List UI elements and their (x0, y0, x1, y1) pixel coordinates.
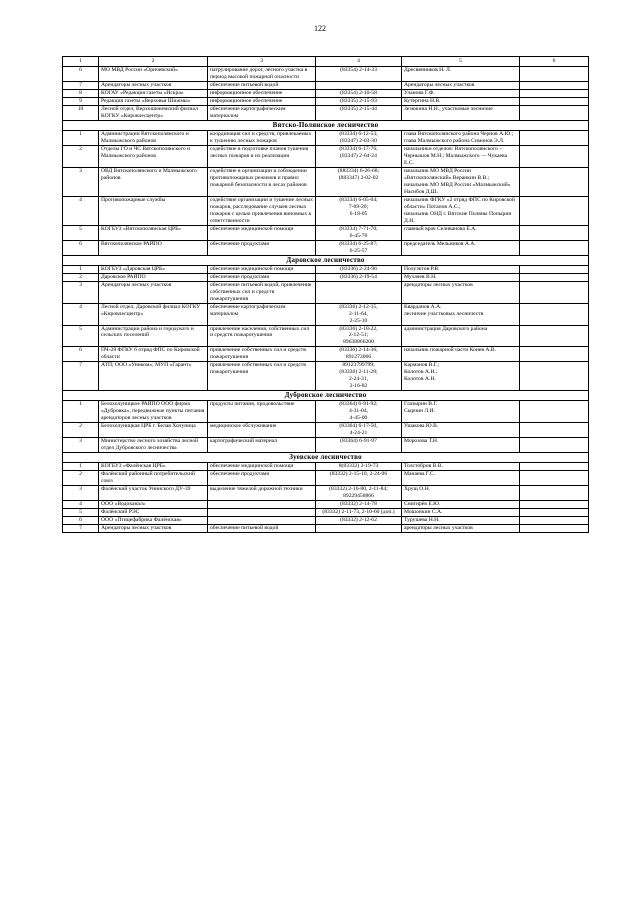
organization-cell: КОГБУЗ «Вятскополянская ЦРБ» (99, 225, 208, 240)
contact-person-cell: Дресвянников Н. Л. (402, 67, 520, 82)
function-cell: координация сил и средств, привлекаемых к тушению лесных пожаров (208, 130, 316, 145)
contact-person-cell: Кутергина Н.В. (402, 97, 520, 105)
phone-cell: (83334) 6-12-53; (83347) 2-03-30 (316, 130, 402, 145)
phone-cell: (83364) 6-91-92; 4-31-04, 4-45-00 (316, 401, 402, 423)
phone-cell: (83336) 2-12-15, 2-11-64, 2-25-10 (316, 303, 402, 325)
contact-person-cell: Мухачев В.Н. (402, 273, 520, 281)
table-body (63, 57, 589, 533)
row-number-cell: 2 (63, 273, 99, 281)
organization-cell: ООО «Птицефабрика Фалёнская» (99, 517, 208, 525)
row-number-cell: 5 (63, 509, 99, 517)
section-header-row (63, 255, 589, 265)
function-cell: продукты питания, продовольствие (208, 401, 316, 423)
notes-cell (520, 362, 589, 391)
function-cell: обеспечение продуктами (208, 240, 316, 255)
phone-cell: (83332) 2-11-73, 2-10-60 (доп.) (316, 509, 402, 517)
function-cell: содействие организации и тушение лесных пожаров, расследование случаев лесных пожаров с целью привлечения виновных к ответственности (208, 196, 316, 225)
header-row (63, 57, 589, 67)
function-cell: содействие в подготовке планов тушения лесных пожаров и их реализации (208, 145, 316, 167)
contact-person-cell: Мошонкин С.А. (402, 509, 520, 517)
contact-person-cell: начальник пожарной части Конев А.В. (402, 347, 520, 362)
row-number-cell: 2 (63, 423, 99, 438)
column-header: 3 (208, 57, 316, 67)
table-row (63, 438, 589, 453)
organization-cell: КОГБУЗ «Фалёнская ЦРБ» (99, 463, 208, 471)
section-title: Даровское лесничество (63, 255, 589, 265)
organization-cell: ООО «Водоканал» (99, 501, 208, 509)
contact-person-cell: начальник МО МВД России «Вятскополянский» Веранкин В.В.; начальник МО МВД России «Малмыжский» Насибов Д.Ш. (402, 167, 520, 196)
notes-cell (520, 273, 589, 281)
organization-cell: Лесной отдел, Верхошижемский филиал КОГКУ «Кировлесцентр» (99, 105, 208, 120)
row-number-cell: 10 (63, 105, 99, 120)
row-number-cell: 6 (63, 240, 99, 255)
table-row (63, 196, 589, 225)
row-number-cell: 6 (63, 517, 99, 525)
row-number-cell: 3 (63, 167, 99, 196)
organization-cell: МО МВД России «Оричевский» (99, 67, 208, 82)
function-cell: обеспечение медицинской помощи (208, 265, 316, 273)
contacts-table (62, 56, 589, 533)
function-cell: медицинское обслуживание (208, 423, 316, 438)
function-cell: привлечение собственных сил и средств пожаротушения (208, 347, 316, 362)
contact-person-cell: Ушакова Ю.В. (402, 423, 520, 438)
function-cell: обеспечение медицинской помощи (208, 225, 316, 240)
contact-person-cell: глава Вятскополянского района Чернов А.Ю.; глава Малмыжского района Симонов Э.Л. (402, 130, 520, 145)
organization-cell: Белохолуницкая ЦРБ г. Белая Холуница (99, 423, 208, 438)
table-row (63, 145, 589, 167)
row-number-cell: 7 (63, 525, 99, 533)
organization-cell: Администрации района и городского и сельских поселений (99, 325, 208, 347)
row-number-cell: 7 (63, 81, 99, 89)
notes-cell (520, 225, 589, 240)
row-number-cell: 3 (63, 486, 99, 501)
table-row (63, 509, 589, 517)
page-number: 122 (314, 24, 326, 33)
function-cell: обеспечение картографическим материалом (208, 303, 316, 325)
table-row (63, 463, 589, 471)
table-row (63, 265, 589, 273)
notes-cell (520, 240, 589, 255)
phone-cell: (83336) 2-18-22, 2-12-51; 89638866200 (316, 325, 402, 347)
notes-cell (520, 471, 589, 486)
table-row (63, 225, 589, 240)
row-number-cell: 4 (63, 501, 99, 509)
function-cell: картографический материал (208, 438, 316, 453)
phone-cell (316, 281, 402, 303)
organization-cell: Министерство лесного хозяйства лесной отдел Дубровского лесничества (99, 438, 208, 453)
function-cell: обеспечение продуктами (208, 471, 316, 486)
table-row (63, 105, 589, 120)
section-title: Дубровское лесничество (63, 391, 589, 401)
notes-cell (520, 105, 589, 120)
section-header-row (63, 391, 589, 401)
phone-cell: 8(83332) 2-19-73 (316, 463, 402, 471)
function-cell: обеспечение питьевой водой (208, 525, 316, 533)
section-title: Зуевское лесничество (63, 453, 589, 463)
organization-cell: Противопожарные службы (99, 196, 208, 225)
table-row (63, 167, 589, 196)
column-header: 6 (520, 57, 589, 67)
function-cell: обеспечение питьевой водой (208, 81, 316, 89)
function-cell: обеспечение продуктами (208, 273, 316, 281)
function-cell: информационное обеспечение (208, 89, 316, 97)
organization-cell: ОВД Вятскополянского и Малмыжского районов (99, 167, 208, 196)
function-cell: информационное обеспечение (208, 97, 316, 105)
table-row (63, 81, 589, 89)
organization-cell: Арендаторы лесных участков (99, 281, 208, 303)
contact-person-cell: Манаева Г.С. (402, 471, 520, 486)
contact-person-cell: Снигирёв Е.Ю. (402, 501, 520, 509)
table-row (63, 281, 589, 303)
section-title: Вятско-Полянское лесничество (63, 120, 589, 130)
contact-person-cell: Полуэктов Р.В. (402, 265, 520, 273)
notes-cell (520, 281, 589, 303)
contact-person-cell: Хрущ О.Н. (402, 486, 520, 501)
notes-cell (520, 438, 589, 453)
phone-cell: (83336) 2-14-36; 891273066 (316, 347, 402, 362)
organization-cell: Фалёнский участок Унинского ДУ-39 (99, 486, 208, 501)
row-number-cell: 4 (63, 303, 99, 325)
function-cell (208, 517, 316, 525)
function-cell (208, 501, 316, 509)
table-row (63, 325, 589, 347)
function-cell: обеспечение питьевой водой, привлечение собственных сил и средств пожаротушения (208, 281, 316, 303)
phone-cell: (83364) 6-17-50, 4-24-21 (316, 423, 402, 438)
notes-cell (520, 130, 589, 145)
organization-cell: Арендаторы лесных участков (99, 525, 208, 533)
row-number-cell: 1 (63, 463, 99, 471)
notes-cell (520, 486, 589, 501)
phone-cell: (83334) 6-17-76; (83347) 2-04-24 (316, 145, 402, 167)
phone-cell: (83332) 2-15-10, 2-24-96 (316, 471, 402, 486)
phone-cell: (83334) 7-71-70; 6-45-76 (316, 225, 402, 240)
row-number-cell: 2 (63, 145, 99, 167)
notes-cell (520, 347, 589, 362)
row-number-cell: 9 (63, 97, 99, 105)
column-header: 2 (99, 57, 208, 67)
phone-cell: (83335) 2-15-93 (316, 97, 402, 105)
row-number-cell: 1 (63, 265, 99, 273)
row-number-cell: 5 (63, 325, 99, 347)
contact-person-cell: начальники отделов: Вятскополянского – Чернышов М.Н.; Малмыжского — Чукаева Е.С. (402, 145, 520, 167)
organization-cell: Отделы ГО и ЧС Вятскополянского и Малмыжского районов (99, 145, 208, 167)
organization-cell: Фалёнский районный потребительский союз (99, 471, 208, 486)
function-cell: патрулирование дорог, лесного участка в период высокой пожарной опасности (208, 67, 316, 82)
function-cell: выделение тяжелой дорожной техники (208, 486, 316, 501)
table-row (63, 501, 589, 509)
contact-person-cell: администрация Даровского района (402, 325, 520, 347)
organization-cell: АТП; ООО «Уником»; МУП «Гарант» (99, 362, 208, 391)
organization-cell: Даровское РАЙПО (99, 273, 208, 281)
notes-cell (520, 401, 589, 423)
table-row (63, 525, 589, 533)
notes-cell (520, 463, 589, 471)
column-header: 1 (63, 57, 99, 67)
function-cell: привлечение собственных сил и средств пожаротушения (208, 362, 316, 391)
organization-cell: Фалёнский РЭС (99, 509, 208, 517)
organization-cell: Администрации Вятскополянского и Малмыжского районов (99, 130, 208, 145)
notes-cell (520, 325, 589, 347)
organization-cell: Арендаторы лесных участков (99, 81, 208, 89)
row-number-cell: 3 (63, 281, 99, 303)
row-number-cell: 2 (63, 471, 99, 486)
contact-person-cell: Уланова Г.Ф. (402, 89, 520, 97)
organization-cell: Белохолуницкое РАЙПО ООО фирма «Дубровка», передвижные пункты питания арендаторов лесных участков (99, 401, 208, 423)
row-number-cell: 7 (63, 362, 99, 391)
organization-cell: ПЧ-28 ФГКУ 6 отряд ФПС по Кировской области (99, 347, 208, 362)
phone-cell: (83334) 6-05-04; 7-09-20; 6-18-05 (316, 196, 402, 225)
row-number-cell: 5 (63, 225, 99, 240)
phone-cell: (83336) 2-19-54 (316, 273, 402, 281)
row-number-cell: 1 (63, 401, 99, 423)
table-row (63, 303, 589, 325)
function-cell (208, 509, 316, 517)
section-header-row (63, 120, 589, 130)
organization-cell: Вятскополянское РАЙПО (99, 240, 208, 255)
notes-cell (520, 501, 589, 509)
contact-person-cell: Морозова Т.Н. (402, 438, 520, 453)
organization-cell: КОГАУ «Редакция газеты «Искра» (99, 89, 208, 97)
notes-cell (520, 145, 589, 167)
row-number-cell: 4 (63, 196, 99, 225)
table-row (63, 67, 589, 82)
contact-person-cell: Толстобров В.В. (402, 463, 520, 471)
table-row (63, 97, 589, 105)
phone-cell: (83364) 6-91-97 (316, 438, 402, 453)
table-row (63, 401, 589, 423)
row-number-cell: 6 (63, 347, 99, 362)
notes-cell (520, 525, 589, 533)
section-header-row (63, 453, 589, 463)
table-row (63, 471, 589, 486)
column-header: 5 (402, 57, 520, 67)
table-row (63, 240, 589, 255)
phone-cell: (83332) 2-14-78 (316, 501, 402, 509)
notes-cell (520, 196, 589, 225)
phone-cell: (83334) 6-25-87; 6-25-57 (316, 240, 402, 255)
contact-person-cell: Кварданов А.А. лесничие участковых лесничеств (402, 303, 520, 325)
row-number-cell: 1 (63, 130, 99, 145)
row-number-cell: 8 (63, 89, 99, 97)
contact-person-cell: Глазырин В.Г. Сырчин Л.И. (402, 401, 520, 423)
notes-cell (520, 89, 589, 97)
contact-person-cell: Зезюкина Н.Н., участковые лесничие (402, 105, 520, 120)
contact-person-cell: председатель Мельников А.А. (402, 240, 520, 255)
notes-cell (520, 423, 589, 438)
notes-cell (520, 67, 589, 82)
organization-cell: Лесной отдел, Даровской филиал КОГКУ «Кировлесцентр» (99, 303, 208, 325)
notes-cell (520, 81, 589, 89)
notes-cell (520, 509, 589, 517)
notes-cell (520, 167, 589, 196)
table-row (63, 517, 589, 525)
function-cell: содействие в организации и соблюдении противопожарных режимов и правил пожарной безопасности в лесах районов (208, 167, 316, 196)
row-number-cell: 3 (63, 438, 99, 453)
notes-cell (520, 265, 589, 273)
table-row (63, 347, 589, 362)
notes-cell (520, 517, 589, 525)
table-row (63, 89, 589, 97)
contact-person-cell: Арендаторы лесных участков (402, 81, 520, 89)
contact-person-cell: арендаторы лесных участков (402, 525, 520, 533)
phone-cell: (83332) 2-16-80, 2-11-84; 89229458866 (316, 486, 402, 501)
phone-cell (316, 81, 402, 89)
contact-person-cell: начальник ФГКУ «2 отряд ФПС по Кировской области» Потапов А.С.; начальник ОНД г. Вятские Поляны Попырин Д.Н. (402, 196, 520, 225)
column-header: 4 (316, 57, 402, 67)
notes-cell (520, 303, 589, 325)
table-row (63, 423, 589, 438)
phone-cell: (83332) 2-12-62 (316, 517, 402, 525)
table-row (63, 273, 589, 281)
row-number-cell: 6 (63, 67, 99, 82)
function-cell: обеспечение картографическим материалом (208, 105, 316, 120)
contact-person-cell: главный врач Селиванова Е.А. (402, 225, 520, 240)
organization-cell: КОГБУЗ «Даровская ЦРБ» (99, 265, 208, 273)
phone-cell: (883334) 6-26-68; (883347) 2-02-02 (316, 167, 402, 196)
phone-cell: 89123799799; (83336) 2-11-28; 2-24-31, 2-16-82 (316, 362, 402, 391)
organization-cell: Редакция газеты «Верховья Шижмы» (99, 97, 208, 105)
table-row (63, 362, 589, 391)
phone-cell: (83336) 2-24-96 (316, 265, 402, 273)
table-row (63, 486, 589, 501)
contact-person-cell: Карманов В.Г.; Колотов А.Н.; Колотов А.Н. (402, 362, 520, 391)
function-cell: обеспечение медицинской помощи (208, 463, 316, 471)
phone-cell: (83335) 2-15-44 (316, 105, 402, 120)
notes-cell (520, 97, 589, 105)
function-cell: привлечение населения, собственных сил и средств пожаротушения (208, 325, 316, 347)
phone-cell: (83354) 2-10-58 (316, 89, 402, 97)
phone-cell (316, 525, 402, 533)
table-row (63, 130, 589, 145)
contact-person-cell: арендаторы лесных участков (402, 281, 520, 303)
phone-cell: (83354) 2-14-33 (316, 67, 402, 82)
contact-person-cell: Турушева Н.Н. (402, 517, 520, 525)
